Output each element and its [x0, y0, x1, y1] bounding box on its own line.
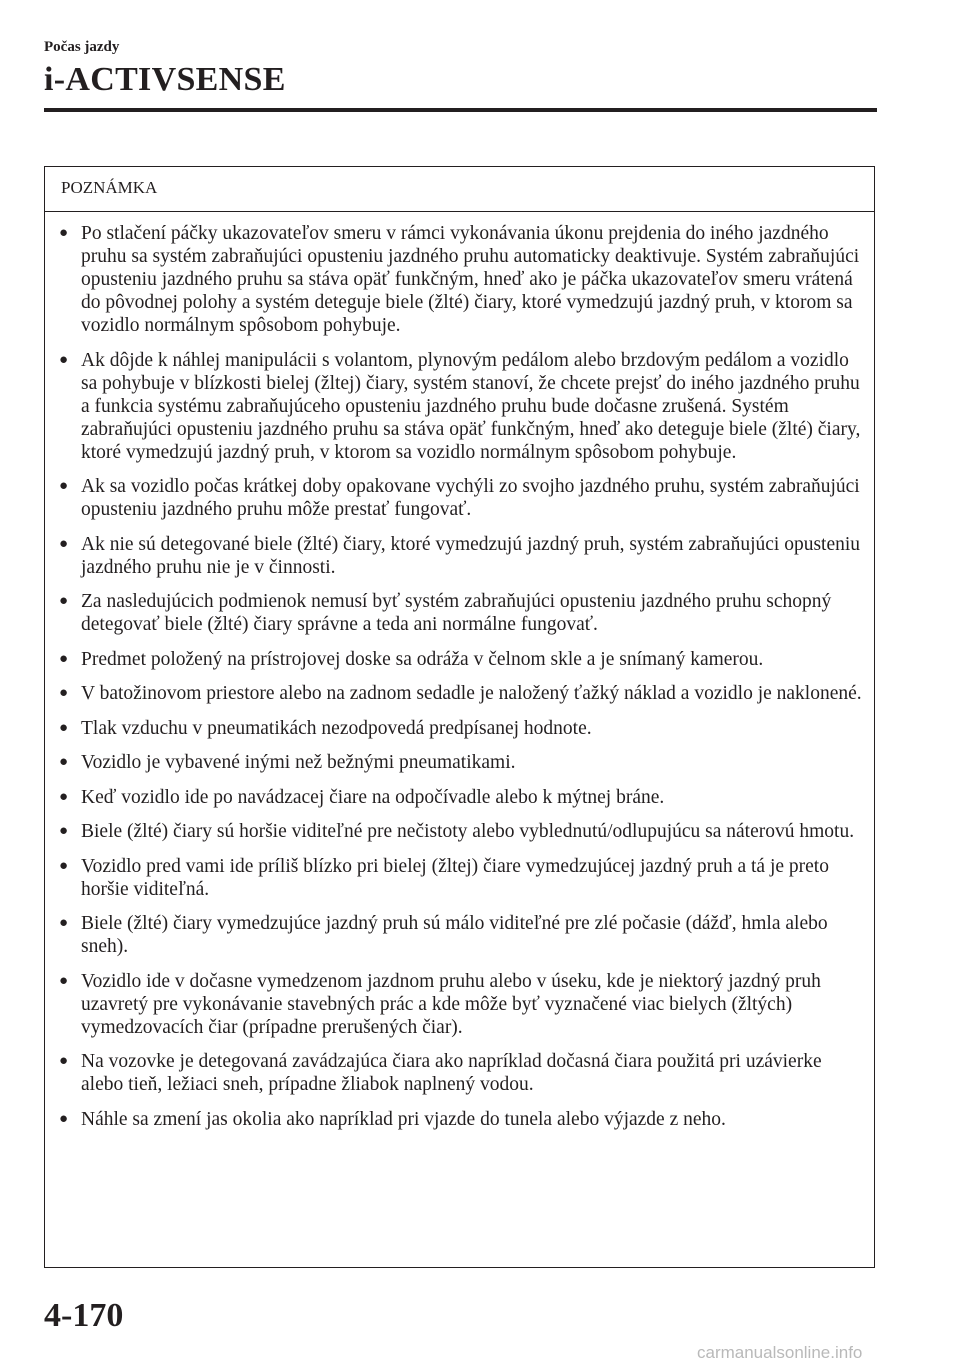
note-item-text: Za nasledujúcich podmienok nemusí byť systém zabraňujúci opusteniu jazdného pruhu schopný detegovať biele (žlté) čiary správne a teda ani normálne fungovať. [81, 591, 832, 635]
chapter-title: i-ACTIVSENSE [44, 61, 286, 98]
note-item [59, 533, 862, 579]
note-item [59, 349, 862, 464]
bullet-icon: ● [59, 225, 69, 241]
condition-item [59, 648, 862, 671]
condition-text: Na vozovke je detegovaná zavádzajúca čiara ako napríklad dočasná čiara použitá pri uzávierke alebo tieň, ležiaci sneh, prípadne žliabok naplnený vodou. [81, 1051, 822, 1095]
bullet-icon: ● [59, 1110, 69, 1127]
section-label: Počas jazdy [44, 39, 120, 55]
condition-item [59, 1108, 862, 1131]
note-list [45, 212, 874, 1131]
bullet-icon: ● [59, 788, 69, 805]
note-item-text: Ak nie sú detegované biele (žlté) čiary, ktoré vymedzujú jazdný pruh, systém zabraňujúci opusteniu jazdného pruhu nie je v činnosti. [81, 533, 861, 578]
condition-item [59, 682, 862, 705]
note-item [59, 475, 862, 521]
bullet-icon: ● [59, 650, 69, 667]
bullet-icon: ● [59, 972, 69, 989]
bullet-icon: ● [59, 351, 69, 368]
bullet-icon: ● [59, 754, 69, 770]
note-item-text: Ak sa vozidlo počas krátkej doby opakovane vychýli zo svojho jazdného pruhu, systém zabraňujúci opusteniu jazdného pruhu môže prestať fungovať. [81, 476, 860, 520]
bullet-icon: ● [59, 719, 69, 736]
note-item-text: Po stlačení páčky ukazovateľov smeru v rámci vykonávania úkonu prejdenia do iného jazdného pruhu sa systém zabraňujúci opusteniu jazdného pruhu automaticky deaktivuje. Systém zabraňujúci opusteniu jazdného pruhu sa stáva opäť funkčným, hneď ako je páčka ukazovateľov smeru vrátená do pôvodnej polohy a systém deteguje biele (žlté) čiary, ktoré vymedzujú jazdný pruh, v ktorom sa vozidlo normálnym spôsobom pohybuje. [81, 223, 860, 336]
note-box [44, 166, 875, 1268]
condition-text: Vozidlo je vybavené inými než bežnými pneumatikami. [81, 752, 516, 773]
bullet-icon: ● [59, 535, 69, 552]
watermark[interactable]: carmanualsonline.info [697, 1343, 863, 1362]
condition-text: Keď vozidlo ide po navádzacej čiare na odpočívadle alebo k mýtnej bráne. [81, 786, 665, 808]
bullet-icon: ● [59, 857, 69, 874]
condition-item [59, 751, 862, 774]
condition-item [59, 1050, 862, 1096]
note-title: POZNÁMKA [45, 167, 874, 212]
condition-item [59, 970, 862, 1039]
condition-item [59, 912, 862, 958]
condition-text: Tlak vzduchu v pneumatikách nezodpovedá predpísanej hodnote. [81, 717, 592, 739]
condition-item [59, 855, 862, 901]
bullet-icon: ● [59, 478, 69, 494]
condition-item [59, 717, 862, 740]
note-item [59, 222, 862, 337]
condition-text: V batožinovom priestore alebo na zadnom sedadle je naložený ťažký náklad a vozidlo je naklonené. [81, 683, 862, 704]
header-rule [44, 108, 877, 112]
condition-text: Vozidlo pred vami ide príliš blízko pri bielej (žltej) čiare vymedzujúcej jazdný pruh a tá je preto horšie viditeľná. [81, 855, 829, 900]
note-item-text: Ak dôjde k náhlej manipulácii s volantom, plynovým pedálom alebo brzdovým pedálom a vozidlo sa pohybuje v blízkosti bielej (žltej) čiary, systém stanoví, že chcete prejsť do iného jazdného pruhu a funkcia systému zabraňujúceho opusteniu jazdného pruhu bude dočasne zrušená. Systém zabraňujúci opusteniu jazdného pruhu sa stáva opäť funkčným, hneď ako deteguje biele (žlté) čiary, ktoré vymedzujú jazdný pruh, v ktorom sa vozidlo normálnym spôsobom pohybuje. [81, 349, 861, 463]
condition-text: Biele (žlté) čiary vymedzujúce jazdný pruh sú málo viditeľné pre zlé počasie (dážď, hmla alebo sneh). [81, 913, 828, 957]
page-header [44, 38, 286, 100]
condition-text: Predmet položený na prístrojovej doske sa odráža v čelnom skle a je snímaný kamerou. [81, 648, 764, 670]
condition-item [59, 786, 862, 809]
note-item [59, 590, 862, 636]
page-number: 4-170 [44, 1297, 124, 1334]
bullet-icon: ● [59, 823, 69, 839]
condition-text: Biele (žlté) čiary sú horšie viditeľné pre nečistoty alebo vyblednutú/odlupujúcu sa náterovú hmotu. [81, 821, 855, 842]
bullet-icon: ● [59, 685, 69, 701]
condition-text: Náhle sa zmení jas okolia ako napríklad pri vjazde do tunela alebo výjazde z neho. [81, 1108, 726, 1130]
bullet-icon: ● [59, 915, 69, 931]
bullet-icon: ● [59, 1053, 69, 1069]
condition-item [59, 820, 862, 843]
bullet-icon: ● [59, 593, 69, 609]
condition-text: Vozidlo ide v dočasne vymedzenom jazdnom pruhu alebo v úseku, kde je niektorý jazdný pruh uzavretý pre vykonávanie stavebných prác a kde môže byť vyznačené viac bielych (žltých) vymedzovacích čiar (prípadne prerušených čiar). [81, 970, 821, 1038]
